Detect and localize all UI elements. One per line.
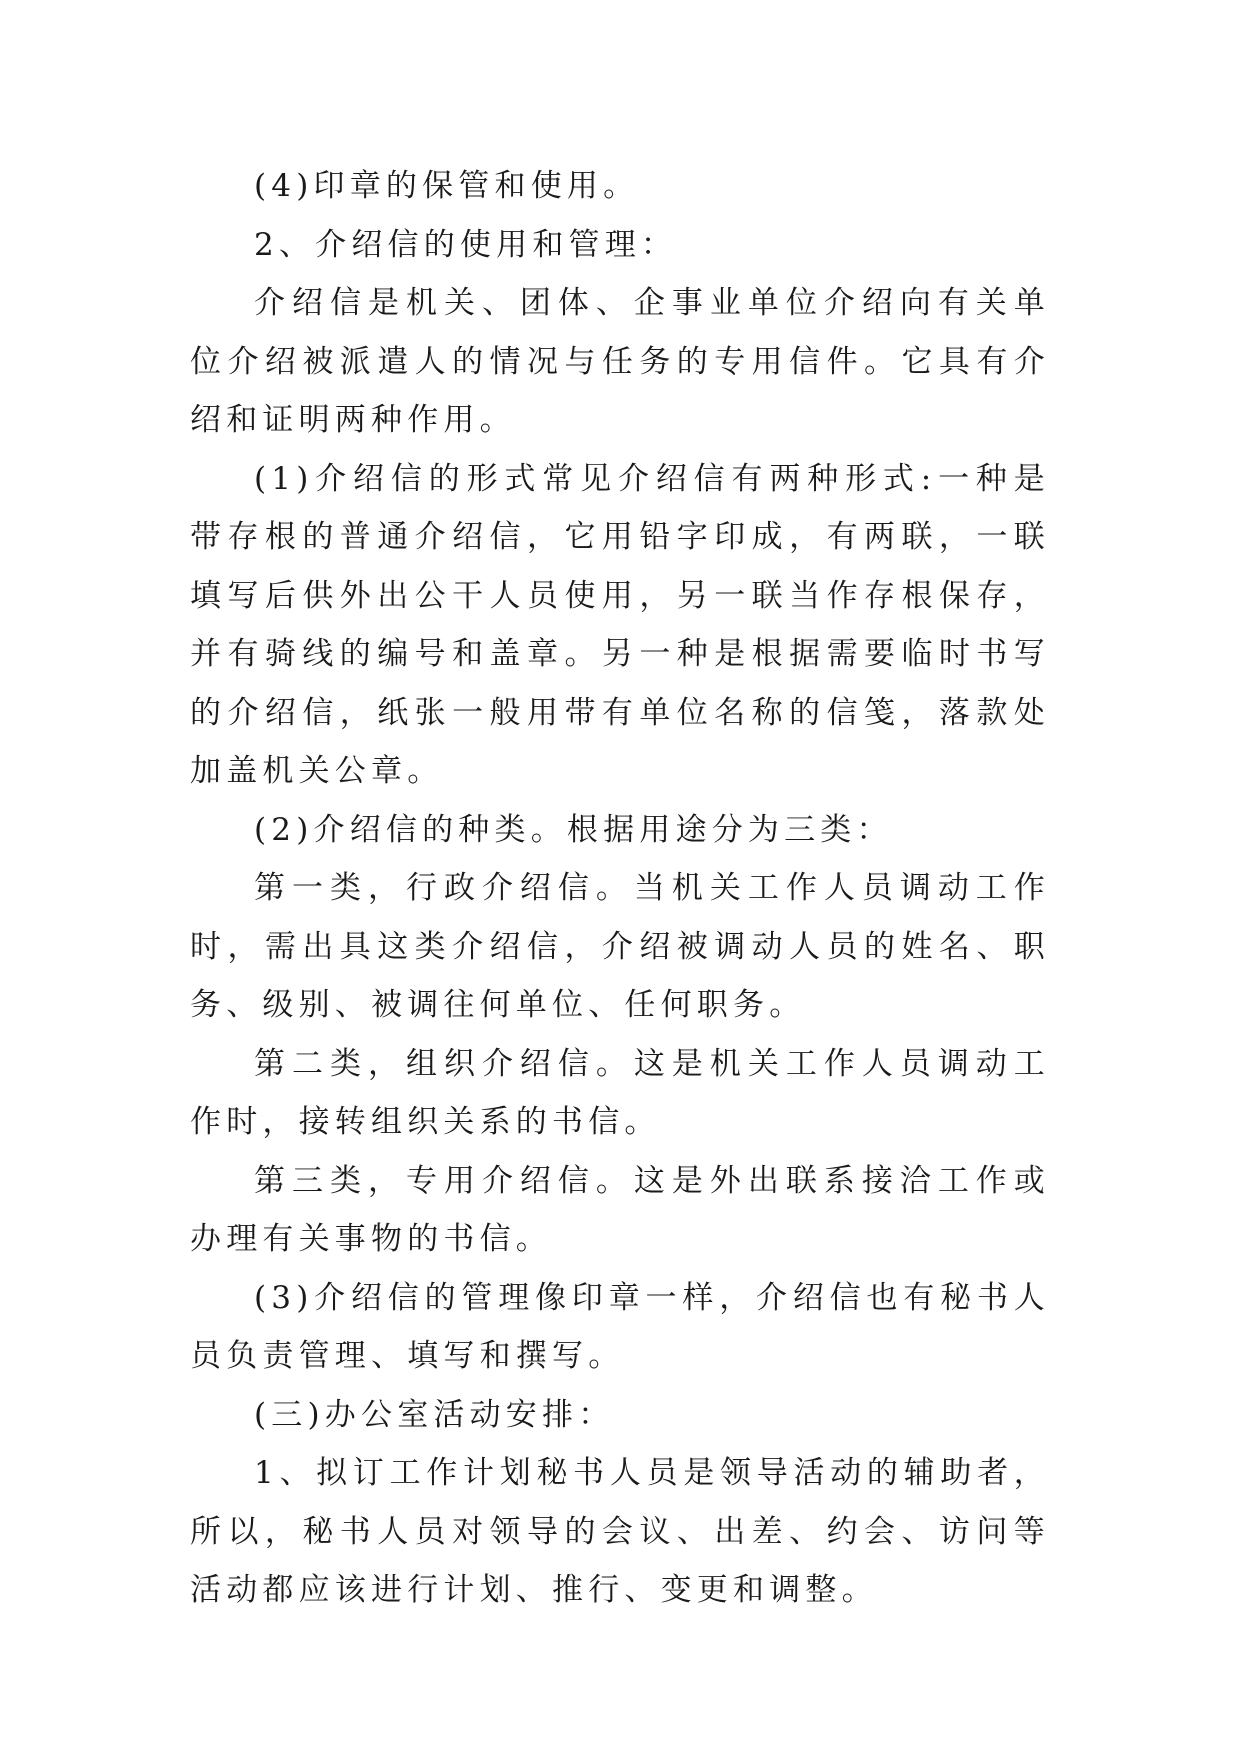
- paragraph-intro-letter-forms: (1)介绍信的形式常见介绍信有两种形式:一种是带存根的普通介绍信，它用铅字印成，有两联，一联填写后供外出公干人员使用，另一联当作存根保存，并有骑线的编号和盖章。另一种是根据需要临时书写的介绍信，纸张一般用带有单位名称的信笺，落款处加盖机关公章。: [190, 460, 1050, 789]
- paragraph-intro-letter-management: (3)介绍信的管理像印章一样，介绍信也有秘书人员负责管理、填写和撰写。: [190, 1279, 1050, 1374]
- paragraph-work-plan: 1、拟订工作计划秘书人员是领导活动的辅助者，所以，秘书人员对领导的会议、出差、约会、访问等活动都应该进行计划、推行、变更和调整。: [190, 1455, 1050, 1608]
- document-body: [190, 157, 1050, 1620]
- paragraph-intro-letter-definition: 介绍信是机关、团体、企事业单位介绍向有关单位介绍被派遣人的情况与任务的专用信件。它具有介绍和证明两种作用。: [190, 285, 1050, 438]
- heading-intro-letter-usage: 2、介绍信的使用和管理：: [254, 226, 678, 263]
- paragraph-intro-letter-types: (2)介绍信的种类。根据用途分为三类：: [254, 811, 893, 848]
- paragraph-type-organizational: 第二类，组织介绍信。这是机关工作人员调动工作时，接转组织关系的书信。: [190, 1045, 1050, 1140]
- paragraph-type-special: 第三类，专用介绍信。这是外出联系接洽工作或办理有关事物的书信。: [190, 1162, 1050, 1257]
- heading-office-activity: (三)办公室活动安排：: [254, 1396, 615, 1433]
- paragraph-seal-custody: (4)印章的保管和使用。: [254, 168, 640, 204]
- paragraph-type-administrative: 第一类，行政介绍信。当机关工作人员调动工作时，需出具这类介绍信，介绍被调动人员的姓名、职务、级别、被调往何单位、任何职务。: [190, 870, 1050, 1023]
